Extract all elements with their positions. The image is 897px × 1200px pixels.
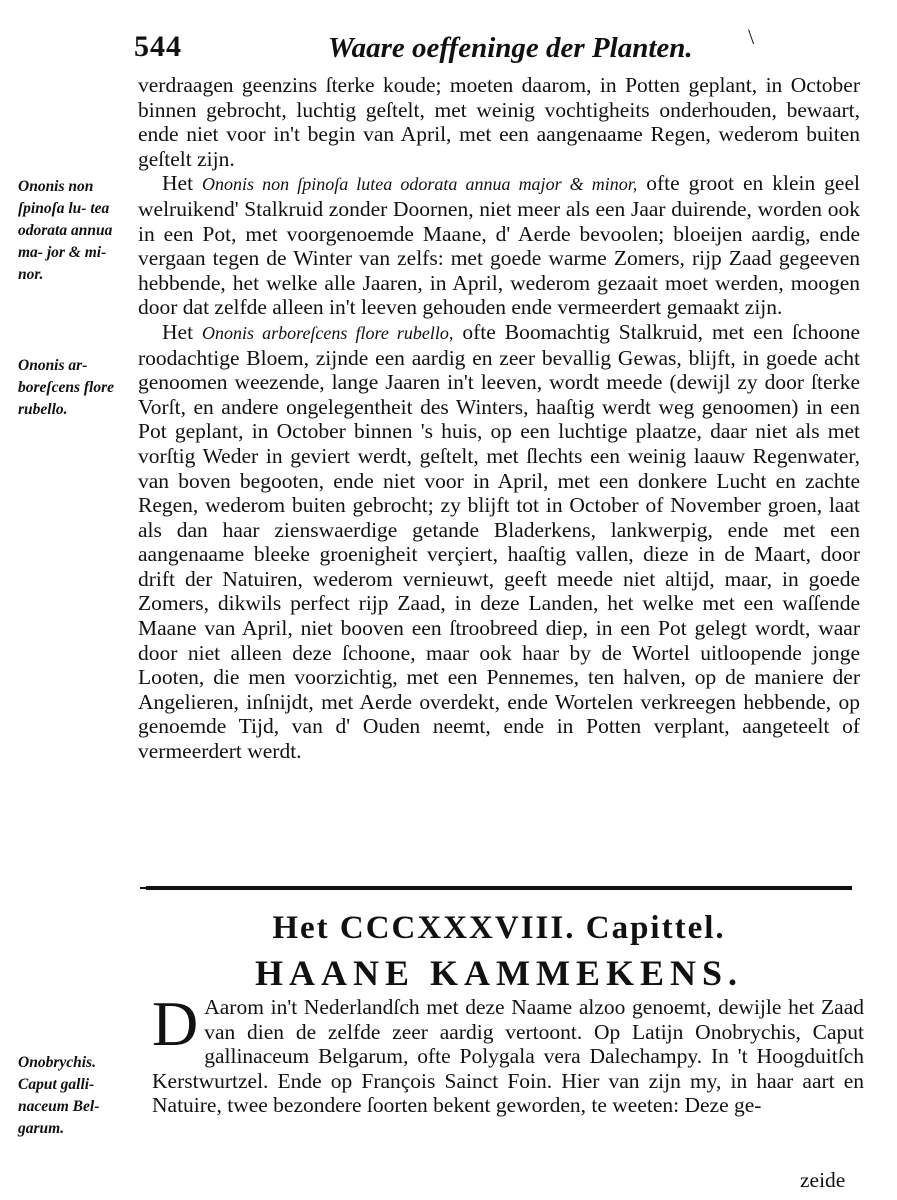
catch-word: zeide [800,1168,846,1192]
chapter-text [152,988,864,1118]
running-head: Waare oeffeninge der Planten. [328,32,693,64]
chapter-paragraph [152,988,864,1118]
paragraph-1: verdraagen geenzins ſterke koude; moeten daarom, in Potten geplant, in October binnen gebrocht, luchtig geſtelt, met weinig vochtigheits onderhouden, bewaart, ende niet voor in't begin van April, met een aangenaame Regen, wederom buiten geſtelt zijn. [138,73,860,171]
paragraph-2 [138,171,860,320]
page-number: 544 [134,30,182,63]
paragraph-3-text: ofte Boomachtig Stalkruid, met een ſchoone roodachtige Bloem, zijnde een aardig en zeer bevallig Gewas, blijft, in goede acht genoomen weezende, lange Jaaren in't leeven, wordt meede (dewijl zy door ſterke Vorſt, en andere ongelegentheit des Winters, haaſtig werdt weg genoomen) in een Pot geplant, in October binnen 's huis, op een luchtige plaatze, daar niet als met vorſtig Weder in geviert werdt, geſtelt, met ſlechts een weinig laauw Regenwater, van boven begooten, ende niet voor in April, met een donkere Lucht en zachte Regen, wederom buiten gebrocht; zy blijft tot in October of November groen, laat als dan haar zienswaerdige getande Bladerkens, lankwerpig, ende met een aangenaame bleeke groenigheit verçiert, haaſtig vallen, dieze in de Maart, door drift der Natuiren, wederom vernieuwt, geeft meede niet altijd, maar, in goede Zomers, dikwils perfect rijp Zaad, in deze Landen, het welke met een waſſende Maane van April, niet booven een ſtroobreed diep, in een Pot gelegt wordt, waar door niet alleen deze ſchoone, maar ook haar by de Wortel uitloopende jonge Looten, die men voorzichtig, met een Pennemes, ten halven, op de maniere der Angelieren, inſnijdt, met Aerde overdekt, ende Wortelen verkreegen hebbende, op genoemde Tijd, van d' Ouden neemt, ende in Potten verplant, aangeteelt of vermeerdert werdt. [138,319,861,764]
chapter-heading: Het CCCXXXVIII. Capittel. [272,910,726,946]
paragraph-2-text: ofte groot en klein geel welruikend' Stalkruid zonder Doornen, niet meer als een Jaar duirende, worden ook in een Pot, met voorgenoemde Maane, d' Aerde bevoolen; bloeijen aardig, ende vergaan tegen de Winter van zelfs: met goede warme Zomers, rijp Zaad gegeeven hebbende, het welke alle Jaaren, in April, wederom gezaait moet werden, moogen door dat zelfde alleen in't leeven gehouden ende vermeerdert gemaakt zijn. [138,171,860,320]
drop-cap: D [152,988,199,1059]
section-divider-rule [146,886,852,890]
chapter-paragraph-text: Aarom in't Nederlandſch met deze Naame alzoo genoemt, dewijle het Zaad van dien de zelfde zeer aardig vertoont. Op Latijn Onobrychis, Caput gallinaceum Belgarum, ofte Polygala vera Dalechampy. In 't Hoogduitſch Kerstwurtzel. Ende op François Sainct Foin. Hier van zijn my, in haar aart en Natuire, twee bezondere ſoorten bekent geworden, te weeten: Deze ge- [152,995,864,1118]
margin-note-ononis-lutea: Ononis non ſpinoſa lu- tea odorata annua ma- jor & mi- nor. [18,178,113,283]
corner-mark: \ [748,24,755,49]
paragraph-3 [138,320,860,764]
paragraph-3-latin-name: Ononis arboreſcens flore rubello, [202,322,454,343]
page-header [0,24,897,74]
body-text [138,73,860,764]
margin-note-onobrychis: Onobrychis. Caput galli- naceum Bel- garum. [18,1054,100,1137]
chapter-title: HAANE KAMMEKENS. [254,953,743,993]
paragraph-3-start: Het [162,319,194,344]
paragraph-2-latin-name: Ononis non ſpinoſa lutea odorata annua major & minor, [202,174,638,195]
paragraph-2-start: Het [162,171,194,196]
margin-note-ononis-arborescens: Ononis ar- boreſcens flore rubello. [18,357,114,418]
